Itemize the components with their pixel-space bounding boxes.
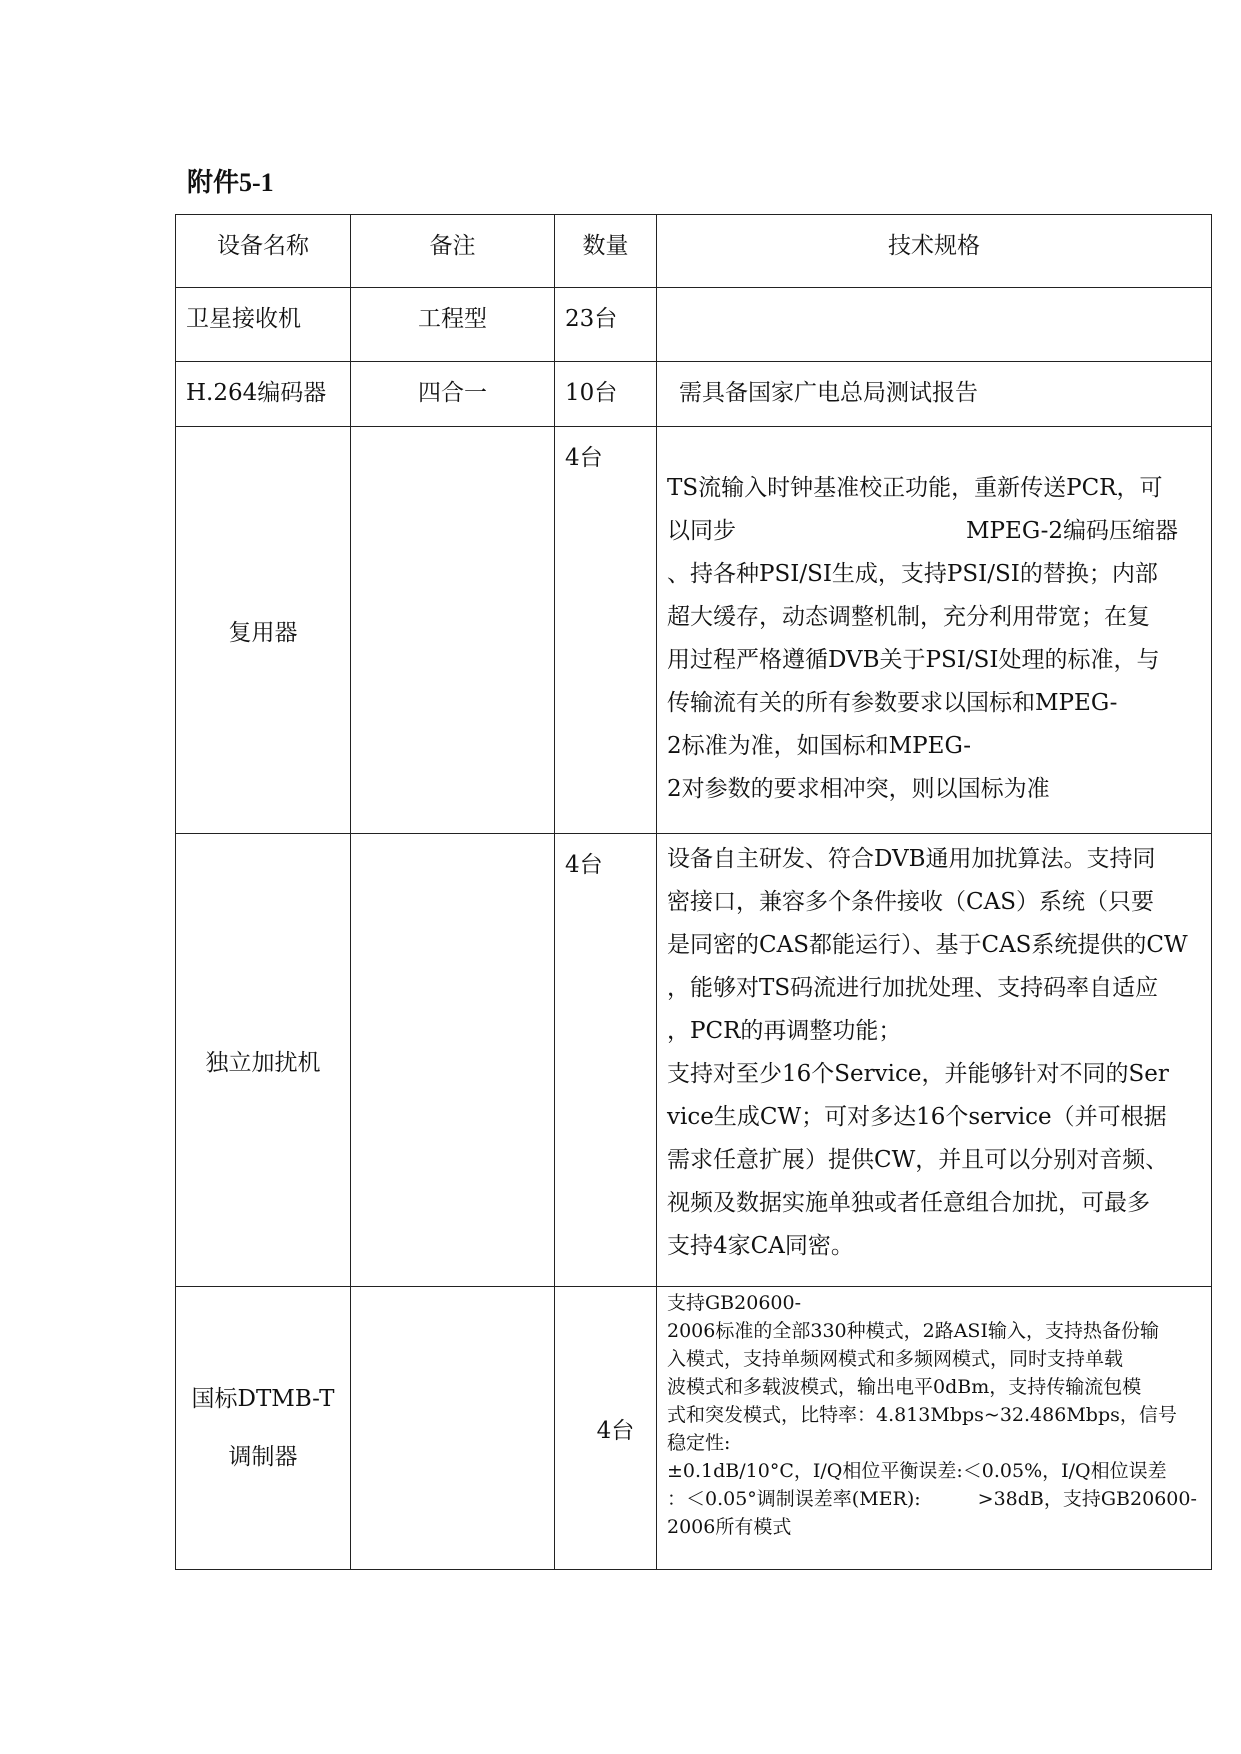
spec-line: ，PCR的再调整功能；	[667, 1018, 902, 1044]
cell-spec	[657, 1287, 1212, 1570]
spec-line: 支持GB20600-	[667, 1292, 802, 1314]
equipment-spec-table	[175, 214, 1212, 1570]
spec-line: 传输流有关的所有参数要求以国标和MPEG-	[667, 690, 1118, 716]
cell-note: 工程型	[351, 288, 555, 362]
spec-line: 2标准为准，如国标和MPEG-	[667, 733, 972, 759]
cell-name: H.264编码器	[176, 362, 351, 427]
spec-line: 超大缓存，动态调整机制，充分利用带宽；在复	[667, 604, 1150, 630]
cell-note: 四合一	[351, 362, 555, 427]
name-line: 调制器	[228, 1444, 298, 1470]
header-note: 备注	[351, 215, 555, 288]
table-row	[176, 1287, 1212, 1570]
cell-spec	[657, 362, 1212, 427]
spec-line: 波模式和多载波模式，输出电平0dBm，支持传输流包模	[667, 1376, 1142, 1398]
spec-line: 2006所有模式	[667, 1516, 792, 1538]
spec-line: 2对参数的要求相冲突，则以国标为准	[667, 776, 1050, 802]
cell-name: 复用器	[176, 427, 351, 834]
page-title: 附件5-1	[187, 168, 274, 197]
spec-line: vice生成CW；可对多达16个service（并可根据	[667, 1104, 1167, 1130]
spec-line: TS流输入时钟基准校正功能，重新传送PCR，可	[667, 475, 1163, 501]
spec-line: 支持对至少16个Service，并能够针对不同的Ser	[667, 1061, 1169, 1087]
header-spec: 技术规格	[657, 215, 1212, 288]
header-qty: 数量	[555, 215, 657, 288]
cell-qty: 10台	[555, 362, 657, 427]
spec-line: 是同密的CAS都能运行）、基于CAS系统提供的CW	[667, 932, 1188, 958]
cell-name	[176, 1287, 351, 1570]
cell-note	[351, 834, 555, 1287]
header-name: 设备名称	[176, 215, 351, 288]
spec-line: ±0.1dB/10°C，I/Q相位平衡误差:＜0.05%，I/Q相位误差	[667, 1460, 1167, 1482]
cell-qty: 4台	[555, 834, 657, 1287]
spec-line: 以同步 MPEG-2编码压缩器	[667, 518, 1179, 544]
spec-line: ，能够对TS码流进行加扰处理、支持码率自适应	[667, 975, 1159, 1001]
spec-line: ：＜0.05°调制误差率(MER): >38dB，支持GB20600-	[667, 1488, 1197, 1510]
spec-line: 、持各种PSI/SI生成，支持PSI/SI的替换；内部	[667, 561, 1158, 587]
cell-qty: 4台	[555, 1287, 657, 1570]
spec-line: 用过程严格遵循DVB关于PSI/SI处理的标准，与	[667, 647, 1160, 673]
name-line: 国标DTMB-T	[191, 1386, 335, 1412]
spec-line: 2006标准的全部330种模式，2路ASI输入，支持热备份输	[667, 1320, 1159, 1342]
table-row	[176, 427, 1212, 834]
table-row	[176, 288, 1212, 362]
spec-line: 稳定性:	[667, 1432, 731, 1454]
spec-line: 视频及数据实施单独或者任意组合加扰，可最多	[667, 1190, 1150, 1216]
table-row	[176, 362, 1212, 427]
spec-line: 密接口，兼容多个条件接收（CAS）系统（只要	[667, 889, 1154, 915]
cell-qty: 23台	[555, 288, 657, 362]
cell-qty: 4台	[555, 427, 657, 834]
spec-line: 需求任意扩展）提供CW，并且可以分别对音频、	[667, 1147, 1169, 1173]
cell-note	[351, 427, 555, 834]
cell-spec	[657, 834, 1212, 1287]
spec-line: 设备自主研发、符合DVB通用加扰算法。支持同	[667, 846, 1156, 872]
spec-line: 支持4家CA同密。	[667, 1233, 854, 1259]
spec-line: 式和突发模式，比特率：4.813Mbps~32.486Mbps，信号	[667, 1404, 1177, 1426]
cell-name: 独立加扰机	[176, 834, 351, 1287]
cell-name: 卫星接收机	[176, 288, 351, 362]
cell-spec	[657, 427, 1212, 834]
cell-spec	[657, 288, 1212, 362]
spec-line: 入模式，支持单频网模式和多频网模式，同时支持单载	[667, 1348, 1124, 1370]
spec-line: 需具备国家广电总局测试报告	[679, 380, 978, 406]
table-header-row	[176, 215, 1212, 288]
cell-note	[351, 1287, 555, 1570]
table-row	[176, 834, 1212, 1287]
